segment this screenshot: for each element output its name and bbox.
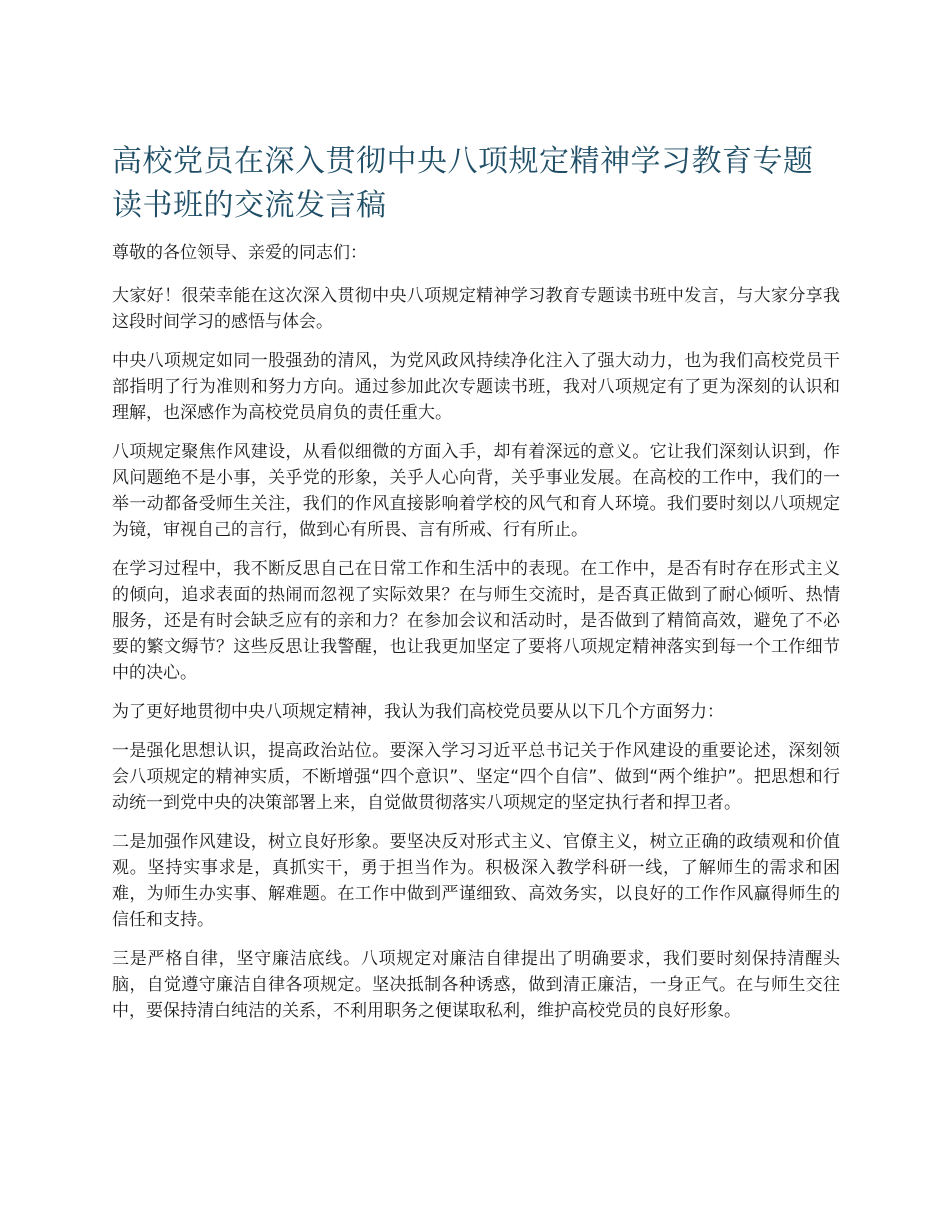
paragraph-significance: 八项规定聚焦作风建设，从看似细微的方面入手，却有着深远的意义。它让我们深刻认识到，作风问题绝不是小事，关乎党的形象，关乎人心向背，关乎事业发展。在高校的工作中，我们的一举一动都备受师生关注，我们的作风直接影响着学校的风气和育人环境。我们要时刻以八项规定为镜，审视自己的言行，做到心有所畏、言有所戒、行有所止。	[112, 442, 840, 540]
paragraph-reflection: 在学习过程中，我不断反思自己在日常工作和生活中的表现。在工作中，是否有时存在形式主义的倾向，追求表面的热闹而忽视了实际效果？在与师生交流时，是否真正做到了耐心倾听、热情服务，还是有时会缺乏应有的亲和力？在参加会议和活动时，是否做到了精简高效，避免了不必要的繁文缛节？这些反思让我警醒，也让我更加坚定了要将八项规定精神落实到每一个工作细节中的决心。	[112, 559, 840, 683]
salutation: 尊敬的各位领导、亲爱的同志们：	[112, 243, 367, 263]
paragraph-point-three: 三是严格自律，坚守廉洁底线。八项规定对廉洁自律提出了明确要求，我们要时刻保持清醒头脑，自觉遵守廉洁自律各项规定。坚决抵制各种诱惑，做到清正廉洁，一身正气。在与师生交往中，要保持清白纯洁的关系，不利用职务之便谋取私利，维护高校党员的良好形象。	[112, 949, 840, 1021]
paragraph-efforts-intro: 为了更好地贯彻中央八项规定精神，我认为我们高校党员要从以下几个方面努力：	[112, 702, 724, 722]
paragraph-point-two: 二是加强作风建设，树立良好形象。要坚决反对形式主义、官僚主义，树立正确的政绩观和价值观。坚持实事求是，真抓实干，勇于担当作为。积极深入教学科研一线，了解师生的需求和困难，为师生办实事、解难题。在工作中做到严谨细致、高效务实，以良好的工作作风赢得师生的信任和支持。	[112, 832, 840, 930]
paragraph-introduction: 中央八项规定如同一股强劲的清风，为党风政风持续净化注入了强大动力，也为我们高校党员干部指明了行为准则和努力方向。通过参加此次专题读书班，我对八项规定有了更为深刻的认识和理解，也深感作为高校党员肩负的责任重大。	[112, 351, 840, 423]
paragraph-point-one: 一是强化思想认识，提高政治站位。要深入学习习近平总书记关于作风建设的重要论述，深刻领会八项规定的精神实质，不断增强“四个意识”、坚定“四个自信”、做到“两个维护”。把思想和行动统一到党中央的决策部署上来，自觉做贯彻落实八项规定的坚定执行者和捍卫者。	[112, 741, 840, 813]
document-page	[112, 140, 840, 1037]
paragraph-greeting: 大家好！很荣幸能在这次深入贯彻中央八项规定精神学习教育专题读书班中发言，与大家分享我这段时间学习的感悟与体会。	[112, 286, 840, 332]
document-title: 高校党员在深入贯彻中央八项规定精神学习教育专题读书班的交流发言稿	[112, 144, 814, 223]
